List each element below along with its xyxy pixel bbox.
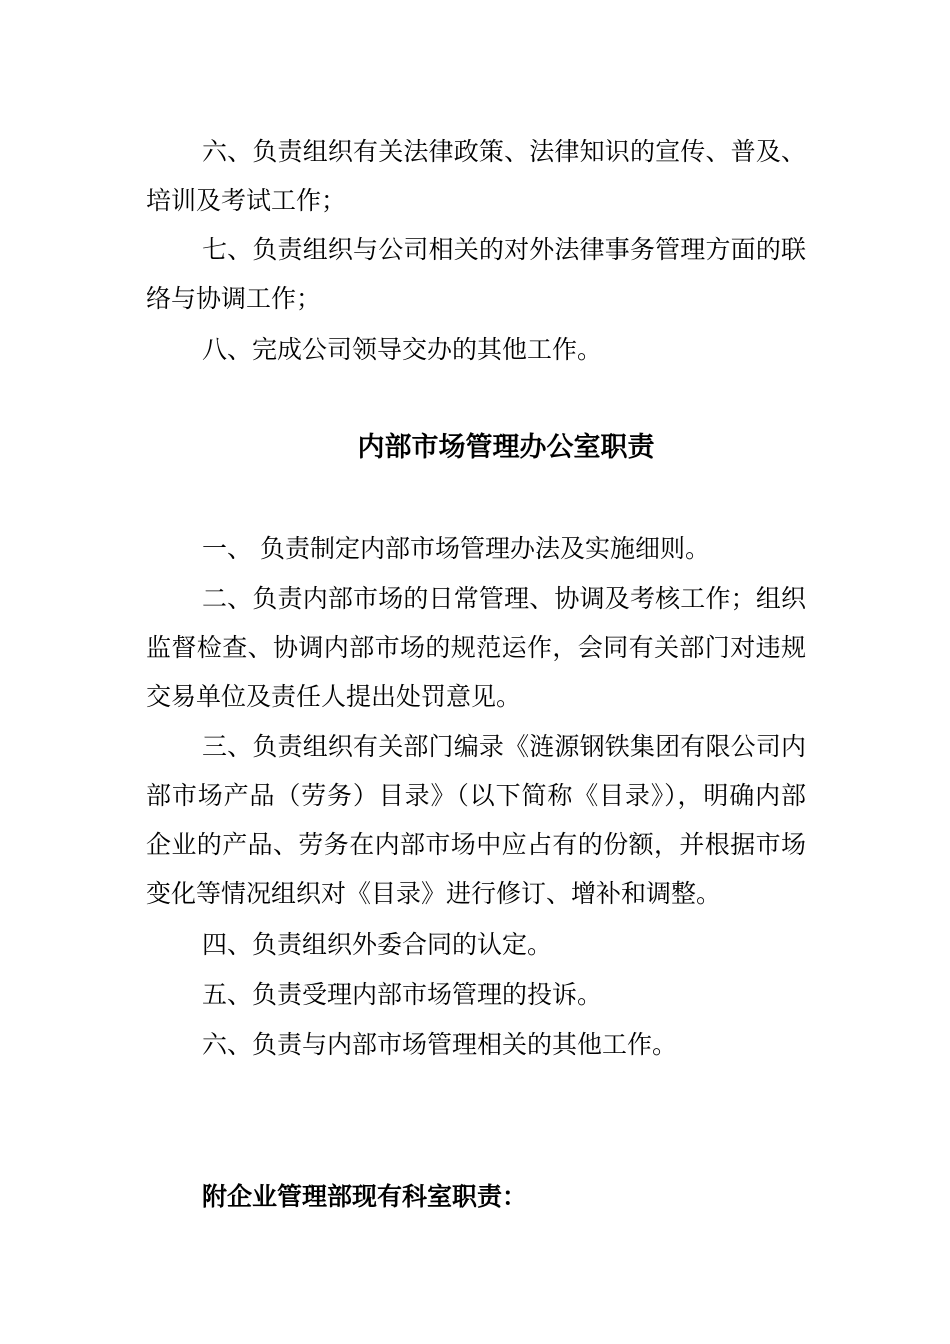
appendix-heading: 附企业管理部现有科室职责： <box>202 1182 528 1211</box>
paragraph-market-item-5: 五、负责受理内部市场管理的投诉。 <box>202 980 603 1009</box>
paragraph-market-item-2: 二、负责内部市场的日常管理、协调及考核工作；组织监督检查、协调内部市场的规范运作，会同有关部门对违规交易单位及责任人提出处罚意见。 <box>146 584 806 711</box>
paragraph-market-item-1: 一、 负责制定内部市场管理办法及实施细则。 <box>202 534 710 563</box>
paragraph-market-item-3: 三、负责组织有关部门编录《涟源钢铁集团有限公司内部市场产品（劳务）目录》（以下简称《目录》），明确内部企业的产品、劳务在内部市场中应占有的份额，并根据市场变化等情况组织对《目录》进行修订、增补和调整。 <box>146 732 806 908</box>
paragraph-prev-item-7: 七、负责组织与公司相关的对外法律事务管理方面的联络与协调工作； <box>146 235 806 313</box>
paragraph-market-item-6: 六、负责与内部市场管理相关的其他工作。 <box>202 1030 678 1059</box>
section-heading-market: 内部市场管理办公室职责 <box>357 432 655 463</box>
paragraph-prev-item-6: 六、负责组织有关法律政策、法律知识的宣传、普及、培训及考试工作； <box>146 137 806 215</box>
paragraph-market-item-4: 四、负责组织外委合同的认定。 <box>202 930 553 959</box>
paragraph-prev-item-8: 八、完成公司领导交办的其他工作。 <box>202 335 603 364</box>
